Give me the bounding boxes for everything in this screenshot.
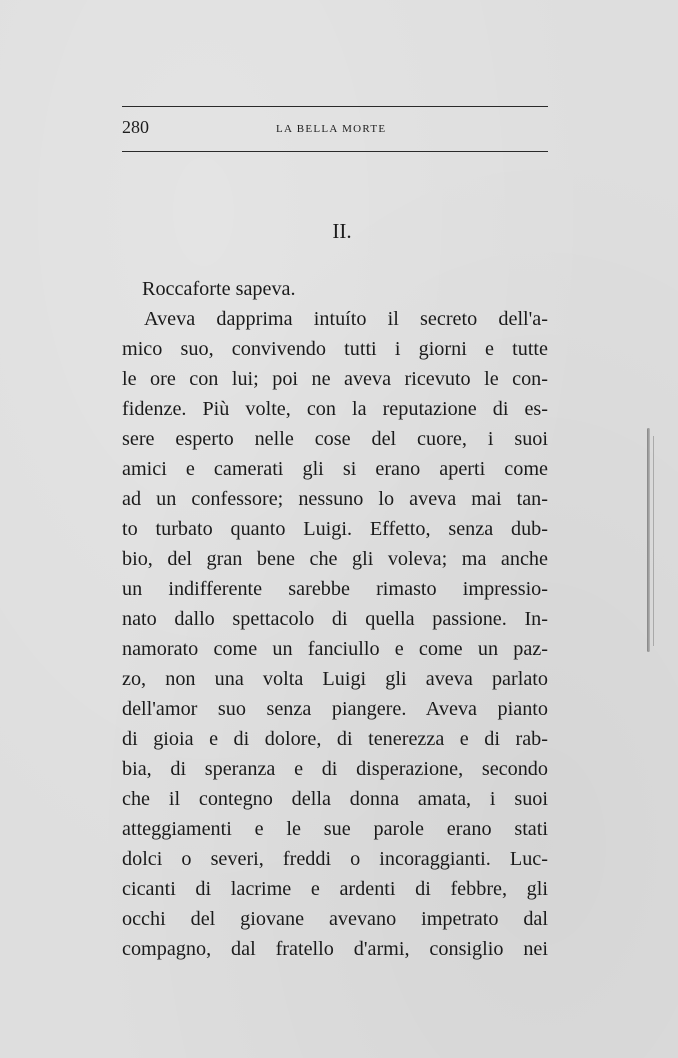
header-rule-top (122, 106, 548, 107)
text-line: sere esperto nelle cose del cuore, i suoi (122, 428, 548, 450)
header-rule-bottom (122, 151, 548, 152)
text-line: to turbato quanto Luigi. Effetto, senza dub- (122, 518, 548, 540)
text-line: dell'amor suo senza piangere. Aveva pianto (122, 698, 548, 720)
page-number: 280 (122, 117, 149, 137)
running-title: LA BELLA MORTE (276, 123, 387, 135)
text-line: compagno, dal fratello d'armi, consiglio nei (122, 938, 548, 960)
text-line: fidenze. Più volte, con la reputazione di es- (122, 398, 548, 420)
text-line: occhi del giovane avevano impetrato dal (122, 908, 548, 930)
text-line: cicanti di lacrime e ardenti di febbre, gli (122, 878, 548, 900)
text-line: Roccaforte sapeva. (142, 278, 296, 300)
text-line: un indifferente sarebbe rimasto impressio- (122, 578, 548, 600)
body-text (122, 274, 548, 964)
text-line: le ore con lui; poi ne aveva ricevuto le con- (122, 368, 548, 390)
page-edge-shadow-line (653, 436, 654, 646)
text-line: atteggiamenti e le sue parole erano stati (122, 818, 548, 840)
page-edge-shadow (647, 428, 650, 652)
text-line: amici e camerati gli si erano aperti come (122, 458, 548, 480)
text-line: namorato come un fanciullo e come un paz- (122, 638, 548, 660)
text-line: che il contegno della donna amata, i suoi (122, 788, 548, 810)
text-line: bio, del gran bene che gli voleva; ma anche (122, 548, 548, 570)
section-heading: II. (332, 219, 352, 243)
text-line: di gioia e di dolore, di tenerezza e di rab- (122, 728, 548, 750)
text-line: mico suo, convivendo tutti i giorni e tutte (122, 338, 548, 360)
text-line: ad un confessore; nessuno lo aveva mai tan- (122, 488, 548, 510)
text-line: dolci o severi, freddi o incoraggianti. Luc- (122, 848, 548, 870)
text-line: nato dallo spettacolo di quella passione. In- (122, 608, 548, 630)
text-line: Aveva dapprima intuíto il secreto dell'a- (144, 308, 548, 330)
text-line: zo, non una volta Luigi gli aveva parlato (122, 668, 548, 690)
text-line: bia, di speranza e di disperazione, secondo (122, 758, 548, 780)
